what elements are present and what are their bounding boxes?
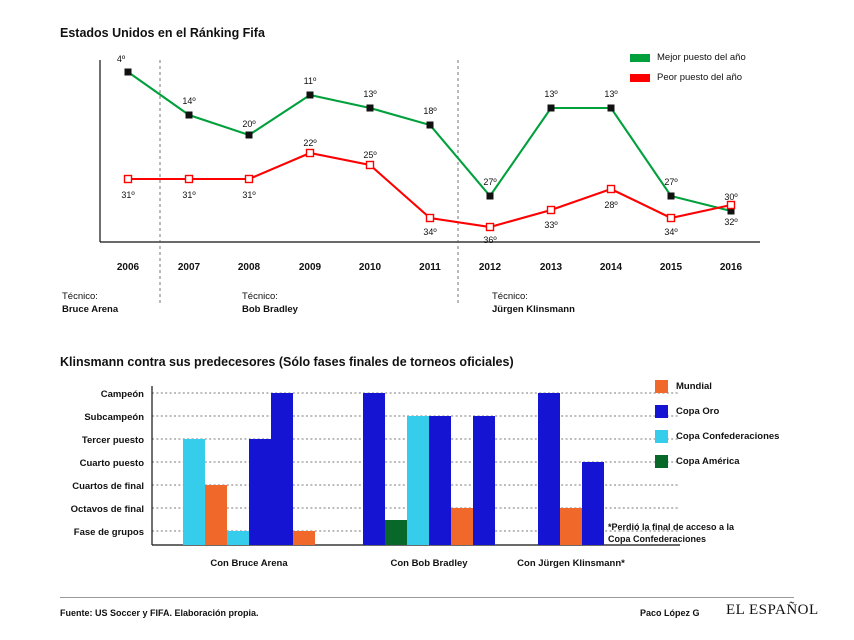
svg-text:2009: 2009: [298, 262, 322, 273]
legend-swatch-copa-america: [655, 455, 668, 468]
coach-name-klinsmann: Jürgen Klinsmann: [492, 304, 575, 315]
svg-text:31º: 31º: [182, 190, 196, 200]
bar-copaamerica-grupos: [385, 520, 407, 545]
svg-text:20º: 20º: [242, 119, 256, 129]
svg-text:2010: 2010: [358, 262, 382, 273]
svg-text:11º: 11º: [303, 76, 317, 86]
svg-text:2011: 2011: [419, 262, 441, 273]
svg-text:18º: 18º: [423, 106, 437, 116]
legend-label-confederaciones: Copa Confederaciones: [676, 431, 780, 442]
legend-label-copa-america: Copa América: [676, 456, 740, 467]
svg-text:27º: 27º: [664, 177, 678, 187]
legend-swatch-best: [630, 54, 650, 62]
svg-text:Con Jürgen Klinsmann*: Con Jürgen Klinsmann*: [517, 558, 625, 569]
svg-text:Campeón: Campeón: [100, 389, 144, 400]
coach-role-klinsmann: Técnico:: [492, 291, 528, 302]
legend-item-mundial: [655, 380, 779, 393]
svg-text:2016: 2016: [719, 262, 743, 273]
svg-text:34º: 34º: [423, 227, 437, 237]
svg-text:2006: 2006: [116, 262, 140, 273]
line-chart-svg: [60, 52, 800, 322]
svg-text:2007: 2007: [177, 262, 201, 273]
svg-text:33º: 33º: [544, 220, 558, 230]
chart2-footnote: *Perdió la final de acceso a la Copa Confederaciones: [608, 522, 735, 544]
coach-role-arena: Técnico:: [62, 291, 98, 302]
legend-label-best: Mejor puesto del año: [657, 52, 746, 63]
bar-copaoro-subcampeon-2: [473, 416, 495, 545]
bar-copaoro-campeon: [271, 393, 293, 545]
legend-label-copa-oro: Copa Oro: [676, 406, 720, 417]
svg-text:Subcampeón: Subcampeón: [84, 412, 144, 423]
footer-author: Paco López G: [640, 608, 700, 618]
footer-source: Fuente: US Soccer y FIFA. Elaboración propia.: [60, 608, 259, 618]
svg-text:2013: 2013: [539, 262, 563, 273]
chart2-title: Klinsmann contra sus predecesores (Sólo fases finales de torneos oficiales): [60, 355, 514, 369]
series-best-line: [128, 72, 731, 211]
bar-mundial-octavos: [451, 508, 473, 545]
svg-text:Octavos de final: Octavos de final: [70, 504, 144, 515]
series-worst-points: [125, 150, 735, 231]
bar-y-labels: [71, 389, 145, 538]
series-worst-labels: [121, 138, 738, 245]
svg-text:Fase de grupos: Fase de grupos: [73, 527, 144, 538]
svg-text:13º: 13º: [363, 89, 377, 99]
svg-text:2015: 2015: [659, 262, 683, 273]
x-axis-labels: [117, 262, 743, 273]
coach-name-arena: Bruce Arena: [62, 304, 119, 315]
bar-chart-legend: [655, 380, 779, 480]
svg-text:28º: 28º: [604, 200, 618, 210]
svg-text:36º: 36º: [483, 235, 497, 245]
bar-copaoro-campeon-2: [363, 393, 385, 545]
svg-text:31º: 31º: [242, 190, 256, 200]
svg-text:Cuartos de final: Cuartos de final: [72, 481, 144, 492]
svg-text:25º: 25º: [363, 150, 377, 160]
svg-text:34º: 34º: [664, 227, 678, 237]
bar-mundial-cuartos: [205, 485, 227, 545]
legend-swatch-mundial: [655, 380, 668, 393]
legend-item-copa-america: [655, 455, 779, 468]
legend-item-worst: [630, 72, 746, 83]
line-chart-legend: [630, 52, 746, 92]
svg-text:2008: 2008: [237, 262, 261, 273]
coach-block-bradley: [242, 290, 298, 316]
svg-text:31º: 31º: [121, 190, 135, 200]
svg-text:14º: 14º: [182, 96, 196, 106]
footer-brand-logo: EL ESPAÑOL: [726, 602, 819, 618]
bar-copaoro-campeon-3: [538, 393, 560, 545]
coach-name-bradley: Bob Bradley: [242, 304, 298, 315]
svg-text:13º: 13º: [544, 89, 558, 99]
bar-copaoro-cuarto: [582, 462, 604, 545]
svg-text:22º: 22º: [303, 138, 317, 148]
legend-swatch-worst: [630, 74, 650, 82]
svg-text:Con Bob Bradley: Con Bob Bradley: [390, 558, 468, 569]
svg-text:2012: 2012: [478, 262, 502, 273]
legend-label-mundial: Mundial: [676, 381, 712, 392]
bar-copaoro-subcampeon: [429, 416, 451, 545]
legend-item-copa-oro: [655, 405, 779, 418]
coach-block-arena: [62, 290, 118, 316]
footer-divider: [60, 597, 794, 598]
bar-mundial-octavos-2: [560, 508, 582, 545]
coach-role-bradley: Técnico:: [242, 291, 278, 302]
bar-confederaciones-tercero: [183, 439, 205, 545]
svg-text:4º: 4º: [116, 54, 126, 64]
svg-text:27º: 27º: [483, 177, 497, 187]
bar-confederaciones-grupos: [227, 531, 249, 545]
svg-text:30º: 30º: [724, 192, 738, 202]
legend-swatch-copa-oro: [655, 405, 668, 418]
coach-block-klinsmann: [492, 290, 575, 316]
legend-label-worst: Peor puesto del año: [657, 72, 743, 83]
legend-item-confederaciones: [655, 430, 779, 443]
svg-text:Tercer puesto: Tercer puesto: [81, 435, 144, 446]
svg-text:32º: 32º: [724, 217, 738, 227]
svg-text:2014: 2014: [599, 262, 623, 273]
bar-mundial-grupos: [293, 531, 315, 545]
bar-copaoro-tercero: [249, 439, 271, 545]
svg-text:Con Bruce Arena: Con Bruce Arena: [210, 558, 288, 569]
legend-item-best: [630, 52, 746, 63]
legend-swatch-confederaciones: [655, 430, 668, 443]
svg-text:13º: 13º: [604, 89, 618, 99]
svg-text:Cuarto puesto: Cuarto puesto: [79, 458, 144, 469]
bar-group-labels: [210, 558, 625, 569]
bar-confederaciones-subcampeon: [407, 416, 429, 545]
ranking-line-chart: [60, 52, 800, 322]
chart1-title: Estados Unidos en el Ránking Fifa: [60, 26, 265, 40]
